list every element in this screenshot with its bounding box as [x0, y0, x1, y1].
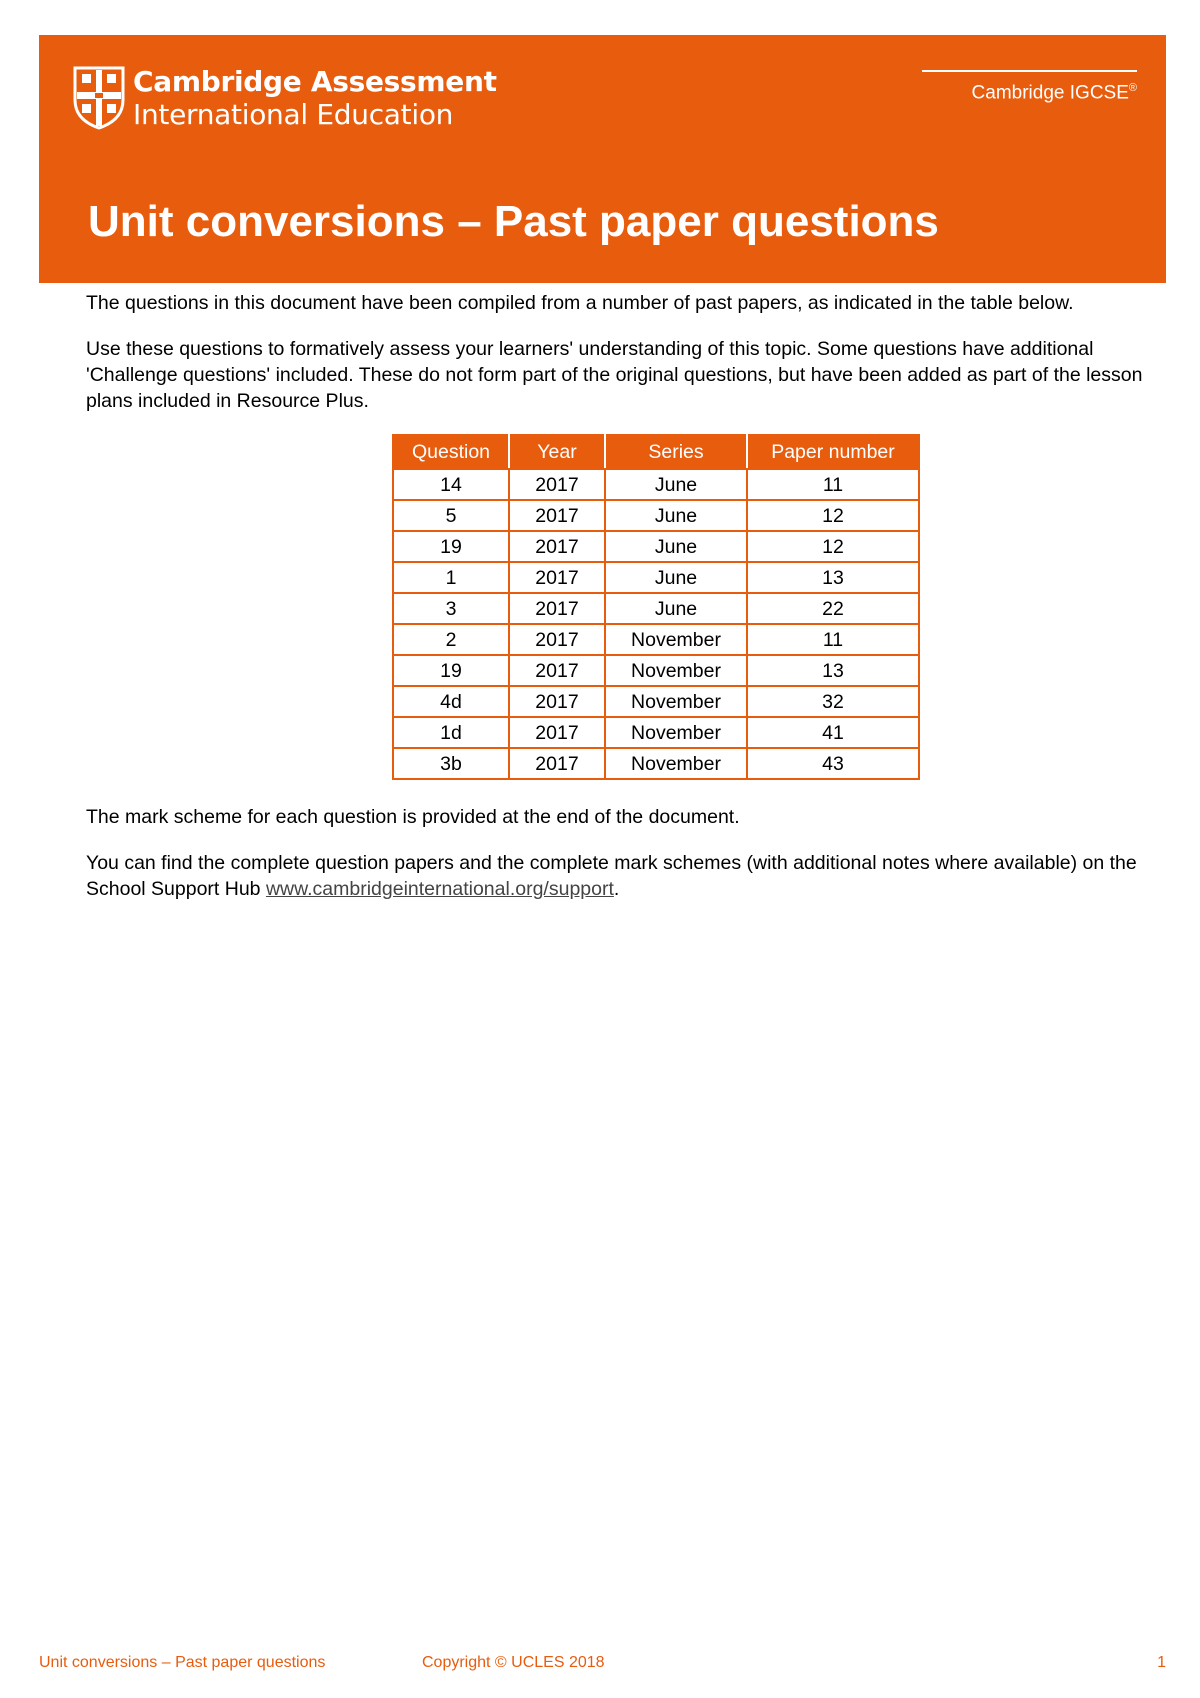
column-header-series: Series [605, 435, 747, 469]
outro-paragraph-2-text: You can find the complete question papers and the complete mark schemes (with additional notes where available) on the School Support Hub [86, 852, 1137, 900]
logo-wordmark [133, 65, 497, 131]
cell-series: June [605, 531, 747, 562]
cell-series: June [605, 593, 747, 624]
cell-paper-number: 43 [747, 748, 919, 779]
cell-paper-number: 41 [747, 717, 919, 748]
table-row [393, 717, 919, 748]
cell-paper-number: 13 [747, 562, 919, 593]
intro-paragraph-1: The questions in this document have been compiled from a number of past papers, as indicated in the table below. [86, 292, 1074, 314]
cell-year: 2017 [509, 655, 605, 686]
papers-table-wrapper [166, 434, 1146, 780]
column-header-paper-number: Paper number [747, 435, 919, 469]
cell-year: 2017 [509, 624, 605, 655]
outro-paragraph-1: The mark scheme for each question is provided at the end of the document. [86, 806, 740, 828]
cell-year: 2017 [509, 686, 605, 717]
intro-paragraph-2: Use these questions to formatively assess your learners' understanding of this topic. Some questions have additional 'Challenge questions' included. These do not form part of the original questions, but have been added as part of the lesson plans included in Resource Plus. [86, 338, 1143, 412]
cell-question: 3b [393, 748, 509, 779]
cell-year: 2017 [509, 500, 605, 531]
cell-paper-number: 11 [747, 469, 919, 500]
cell-paper-number: 32 [747, 686, 919, 717]
outro-paragraph-2-end: . [613, 878, 620, 900]
footer-page-number: 1 [1157, 1654, 1166, 1671]
cambridge-logo[interactable] [73, 65, 497, 131]
cell-year: 2017 [509, 531, 605, 562]
table-row [393, 562, 919, 593]
table-row [393, 655, 919, 686]
qualification-label [922, 70, 1137, 104]
table-row [393, 624, 919, 655]
registered-mark: ® [1128, 82, 1137, 94]
cell-paper-number: 12 [747, 531, 919, 562]
cell-paper-number: 22 [747, 593, 919, 624]
cell-year: 2017 [509, 469, 605, 500]
outro-paragraph-2 [86, 850, 1146, 902]
cell-series: November [605, 624, 747, 655]
logo-line-2: International Education [133, 98, 454, 131]
cell-series: June [605, 469, 747, 500]
support-hub-link[interactable]: www.cambridgeinternational.org/support [265, 878, 614, 900]
column-header-year: Year [509, 435, 605, 469]
cell-question: 19 [393, 531, 509, 562]
page-footer [39, 1654, 1166, 1678]
cell-year: 2017 [509, 748, 605, 779]
cell-question: 4d [393, 686, 509, 717]
column-header-question: Question [393, 435, 509, 469]
cell-paper-number: 12 [747, 500, 919, 531]
cell-series: June [605, 500, 747, 531]
cell-question: 19 [393, 655, 509, 686]
cell-year: 2017 [509, 562, 605, 593]
page-title: Unit conversions – Past paper questions [88, 197, 939, 246]
table-header-row [393, 435, 919, 469]
crest-icon [73, 66, 125, 130]
cell-series: November [605, 717, 747, 748]
table-row [393, 593, 919, 624]
table-row [393, 531, 919, 562]
logo-line-1: Cambridge Assessment [133, 65, 497, 98]
cell-year: 2017 [509, 717, 605, 748]
cell-question: 1d [393, 717, 509, 748]
cell-paper-number: 13 [747, 655, 919, 686]
footer-copyright: Copyright © UCLES 2018 [422, 1654, 605, 1671]
table-row [393, 500, 919, 531]
past-papers-table [392, 434, 920, 780]
cell-paper-number: 11 [747, 624, 919, 655]
header-banner [39, 35, 1166, 283]
cell-series: June [605, 562, 747, 593]
cell-series: November [605, 748, 747, 779]
document-body [86, 290, 1146, 922]
cell-question: 14 [393, 469, 509, 500]
cell-question: 3 [393, 593, 509, 624]
table-row [393, 469, 919, 500]
cell-question: 2 [393, 624, 509, 655]
cell-question: 1 [393, 562, 509, 593]
cell-question: 5 [393, 500, 509, 531]
cell-year: 2017 [509, 593, 605, 624]
cell-series: November [605, 686, 747, 717]
table-row [393, 686, 919, 717]
table-row [393, 748, 919, 779]
footer-doc-title: Unit conversions – Past paper questions [39, 1654, 326, 1671]
cell-series: November [605, 655, 747, 686]
qualification-text: Cambridge IGCSE [971, 82, 1129, 104]
